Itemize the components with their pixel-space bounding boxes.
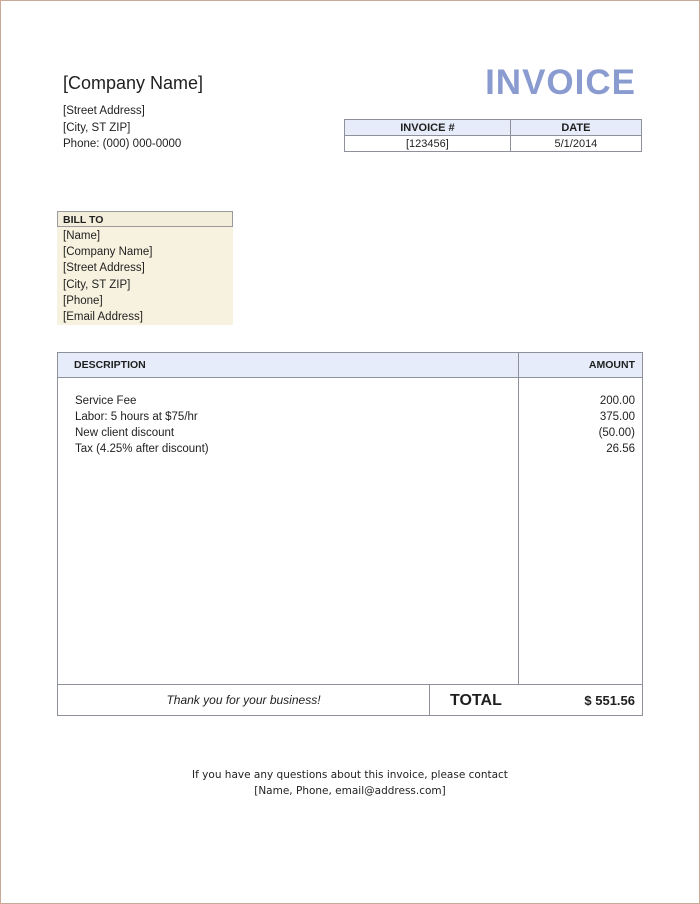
invoice-number-header: INVOICE #	[345, 120, 511, 136]
bill-to-company: [Company Name]	[63, 246, 153, 259]
bill-to-city: [City, ST ZIP]	[63, 278, 131, 291]
item-amount: 200.00	[599, 395, 635, 407]
table-row	[58, 393, 642, 409]
bill-to-email: [Email Address]	[63, 311, 143, 324]
invoice-meta-table	[344, 119, 642, 152]
thank-you-message: Thank you for your business!	[166, 693, 321, 707]
item-description: Service Fee	[75, 395, 137, 407]
invoice-number-value: [123456]	[345, 136, 511, 152]
contact-instructions: If you have any questions about this invoice, please contact	[192, 769, 508, 781]
company-street: [Street Address]	[63, 105, 145, 117]
contact-details: [Name, Phone, email@address.com]	[254, 785, 446, 797]
item-description: New client discount	[75, 427, 175, 439]
table-row	[58, 441, 642, 457]
bill-to-label: BILL TO	[57, 211, 233, 227]
date-header: DATE	[510, 120, 641, 136]
company-city: [City, ST ZIP]	[63, 122, 131, 134]
table-row	[58, 409, 642, 425]
invoice-title: INVOICE	[485, 63, 636, 102]
company-name: [Company Name]	[63, 73, 204, 93]
description-column-header: DESCRIPTION	[74, 359, 146, 371]
item-amount: 375.00	[599, 411, 635, 423]
total-label: TOTAL	[450, 692, 502, 709]
table-row	[58, 425, 642, 441]
bill-to-phone: [Phone]	[63, 294, 103, 307]
item-amount: 26.56	[606, 443, 635, 455]
company-phone: Phone: (000) 000-0000	[63, 138, 182, 150]
total-value: $ 551.56	[584, 693, 635, 708]
items-table-header	[58, 353, 642, 378]
bill-to-details	[57, 227, 233, 325]
item-amount: (50.00)	[598, 427, 635, 439]
bill-to-name: [Name]	[63, 230, 101, 242]
item-description: Labor: 5 hours at $75/hr	[75, 411, 198, 423]
items-table-footer	[58, 684, 642, 716]
amount-column-header: AMOUNT	[588, 359, 635, 371]
items-table	[57, 352, 643, 716]
item-description: Tax (4.25% after discount)	[75, 443, 209, 455]
total-divider	[429, 685, 430, 716]
bill-to-street: [Street Address]	[63, 262, 145, 275]
invoice-date-value: 5/1/2014	[510, 136, 641, 152]
bill-to-section	[57, 211, 233, 325]
